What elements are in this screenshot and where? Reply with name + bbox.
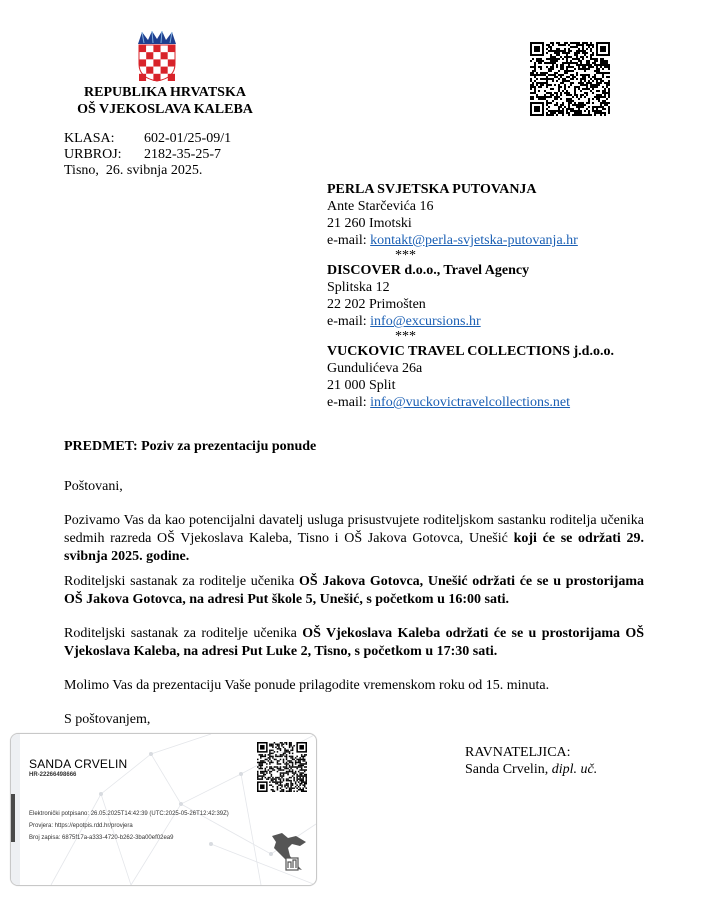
recipient-city: 21 000 Split [327,378,396,393]
signer-name: SANDA CRVELIN [29,757,128,771]
paragraph-bold: koji će se održati 29. svibnja 2025. godine. [64,531,645,564]
signed-timestamp: Elektronički potpisano: 26.05.2025T14:42:39 (UTC:2025-05-26T12:42:39Z) [29,811,229,817]
paragraph-text: Roditeljski sastanak za roditelje učenika [64,626,303,641]
paragraph-text: Roditeljski sastanak za roditelje učenika [64,574,300,589]
verification-url: Provjera: https://epotpis.rdd.hr/provjera [29,823,133,829]
croatian-coat-of-arms-icon [136,30,178,82]
paragraph-bold: OŠ Vjekoslava Kaleba održati će se u prostorijama OŠ Vjekoslava Kaleba, na adresi Put Luke 2, Tisno, s početkom u 17:30 sati. [64,626,645,659]
qr-code-icon [530,42,610,116]
separator: *** [395,248,416,263]
letter-closing: S poštovanjem, [64,712,151,727]
paragraph-time-limit: Molimo Vas da prezentaciju Vaše ponude prilagodite vremenskom roku od 15. minuta. [64,678,550,693]
record-number: Broj zapisa: 6875f17a-a333-4720-b262-3ba00ef02ea9 [29,835,174,841]
paragraph-text: Pozivamo Vas da kao potencijalni davatelj usluga prisustvujete roditeljskom sastanku roditelja učenika sedmih razreda OŠ Vjekoslava Kaleba, Tisno i OŠ Jakova Gotovca, Unešić [64,513,644,546]
recipient-email-link[interactable]: kontakt@perla-svjetska-putovanja.hr [370,233,578,248]
letter-subject: PREDMET: Poziv za prezentaciju ponude [64,439,317,454]
email-label: e-mail: [327,233,371,248]
recipient-email-link[interactable]: info@excursions.hr [370,314,481,329]
director-title: RAVNATELJICA: [465,745,571,760]
paragraph-invitation [64,512,644,566]
recipient [327,262,614,330]
recipient-city: 21 260 Imotski [327,216,412,231]
country-name: REPUBLIKA HRVATSKA [84,85,246,100]
recipient-street: Gundulićeva 26a [327,361,423,376]
klasa-label: KLASA: [64,131,115,146]
signer-id: HR-22266498666 [29,772,77,778]
signature-accent-bar [11,734,20,885]
croatia-map-icon [266,830,310,874]
director-block [465,744,597,778]
email-label: e-mail: [327,395,371,410]
document-meta [64,131,231,179]
place-date: Tisno, 26. svibnja 2025. [64,163,203,178]
recipient-name: DISCOVER d.o.o., Travel Agency [327,263,530,278]
paragraph-meeting-unesic [64,573,644,609]
klasa-value: 602-01/25-09/1 [144,131,232,146]
recipient-street: Splitska 12 [327,280,390,295]
recipient [327,343,614,411]
letter-greeting: Poštovani, [64,479,123,494]
separator: *** [395,329,416,344]
recipients-block [327,181,614,411]
institution-header [60,84,270,118]
urbroj-label: URBROJ: [64,147,122,162]
email-label: e-mail: [327,314,371,329]
recipient-email-link[interactable]: info@vuckovictravelcollections.net [370,395,571,410]
urbroj-value: 2182-35-25-7 [144,147,221,162]
paragraph-meeting-tisno [64,625,644,661]
recipient-name: PERLA SVJETSKA PUTOVANJA [327,182,537,197]
director-degree: dipl. uč. [551,762,598,777]
paragraph-bold: OŠ Jakova Gotovca, Unešić održati će se u prostorijama OŠ Jakova Gotovca, na adresi Put škole 5, Unešić, s početkom u 16:00 sati. [64,574,645,607]
recipient-city: 22 202 Primošten [327,297,426,312]
recipient-street: Ante Starčevića 16 [327,199,434,214]
signature-details [29,808,229,844]
school-name: OŠ VJEKOSLAVA KALEBA [77,102,253,117]
electronic-signature-card [10,733,317,886]
director-name: Sanda Crvelin, [465,762,552,777]
recipient [327,181,614,249]
recipient-name: VUCKOVIC TRAVEL COLLECTIONS j.d.o.o. [327,344,614,359]
signature-qr-code-icon [257,742,307,792]
